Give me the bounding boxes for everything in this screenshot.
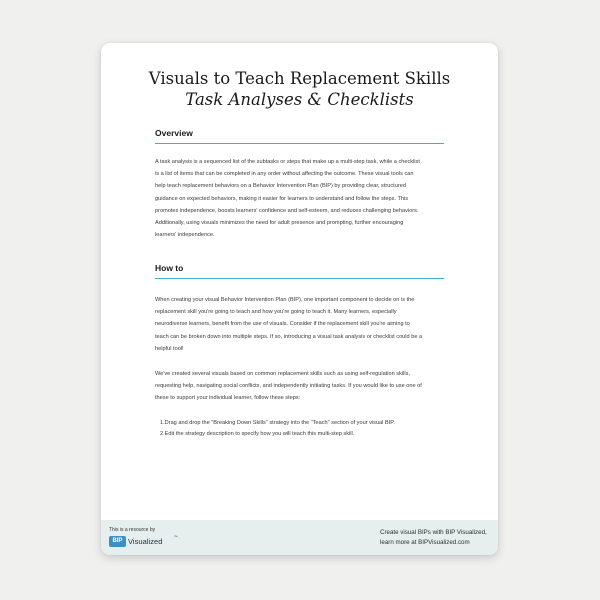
overview-divider <box>155 143 444 144</box>
how-to-line: these to support your individual learner, follow these steps: <box>155 395 301 402</box>
how-to-line: teach can be broken down into multiple steps. If so, introducing a visual task analysis or checklist could be a <box>155 333 423 340</box>
how-to-line: When creating your visual Behavior Intervention Plan (BIP), one important component to decide on is the <box>155 297 415 303</box>
how-to-heading: How to <box>155 263 184 273</box>
resource-label: This is a resource by <box>109 527 156 533</box>
overview-heading: Overview <box>155 128 193 138</box>
cta-line-link[interactable]: learn more at BIPVisualized.com <box>380 539 470 546</box>
cta-line: Create visual BIPs with BIP Visualized, <box>380 529 487 536</box>
how-to-paragraph-2 <box>155 368 447 405</box>
overview-line: help teach replacement behaviors on a Behavior Intervention Plan (BIP) by providing clear, structured <box>155 183 406 190</box>
overview-paragraph <box>155 156 447 241</box>
how-to-paragraph-1 <box>155 294 447 355</box>
how-to-line: replacement skill you're going to teach and how you're going to teach it. Many learners, especially <box>155 309 397 316</box>
how-to-line: helpful tool! <box>155 345 184 352</box>
document-page <box>101 43 498 555</box>
overview-line: learners' independence. <box>155 232 215 239</box>
document-subtitle: Task Analyses & Checklists <box>185 90 414 109</box>
step-item: 1.Drag and drop the "Breaking Down Skills" strategy into the "Teach" section of your visual BIP. <box>160 420 395 426</box>
footer-cta <box>380 528 487 548</box>
step-item: 2.Edit the strategy description to specify how you will teach this multi-step skill. <box>160 431 355 437</box>
document-title: Visuals to Teach Replacement Skills <box>148 69 451 88</box>
how-to-line: We've created several visuals based on common replacement skills such as using self-regulation skills, <box>155 371 410 377</box>
logo-badge: BIP <box>109 536 126 547</box>
how-to-line: requesting help, navigating social conflicts, and independently initiating tasks. If you would like to use one of <box>155 383 422 390</box>
overview-line: promotes independence, boosts learners' confidence and self-esteem, and reduces challenging behaviors. <box>155 207 419 214</box>
overview-line: guidance on expected behaviors, making it easier for learners to understand and follow the steps. This <box>155 195 409 202</box>
document-title-block <box>101 68 498 110</box>
resource-footer <box>101 520 498 555</box>
how-to-steps <box>160 418 447 440</box>
trademark-mark: ™ <box>174 535 178 539</box>
overview-line: Additionally, using visuals minimizes the need for adult presence and prompting, further encouraging <box>155 220 404 227</box>
how-to-divider <box>155 278 444 279</box>
overview-line: is a list of items that can be completed in any order without affecting the outcome. These visual tools can <box>155 171 414 178</box>
logo-wordmark: Visualized <box>128 537 163 546</box>
overview-line: A task analysis is a sequenced list of the subtasks or steps that make up a multi-step task, while a checklist <box>155 159 420 165</box>
how-to-line: neurodiverse learners, benefit from the use of visuals. Consider if the replacement skill you're aiming to <box>155 321 410 328</box>
